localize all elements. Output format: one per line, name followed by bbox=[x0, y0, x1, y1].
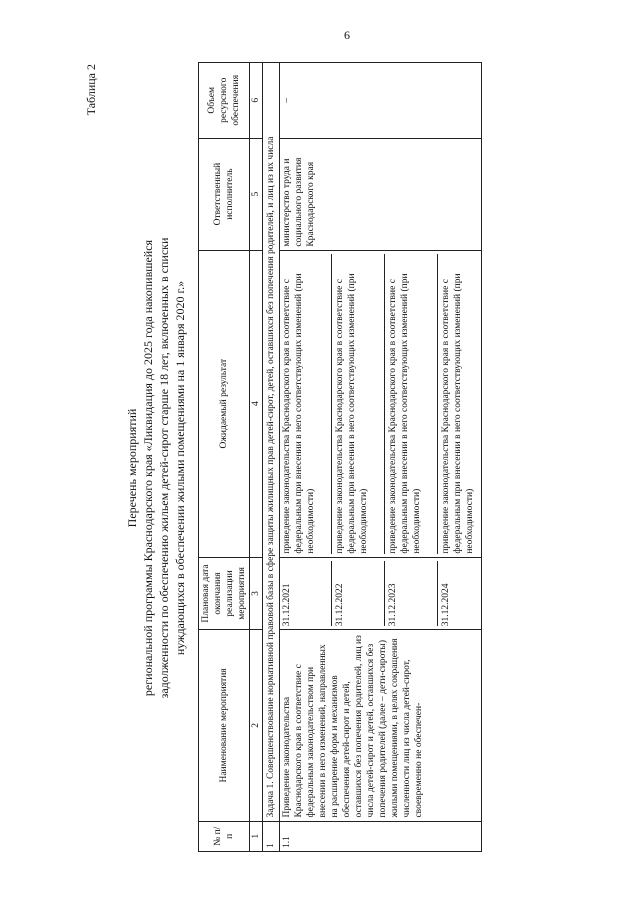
results-cell bbox=[280, 250, 482, 557]
header-executor: Ответственный исполнитель bbox=[199, 138, 250, 250]
column-number: 3 bbox=[250, 557, 263, 630]
page-number: 6 bbox=[344, 28, 350, 42]
expected-result: приведение законодательства Краснодарского края в соответствие с федеральным при внесении в него соответствующих изменений (при необходимости) bbox=[334, 254, 385, 554]
measure-name: Приведение законодательства Краснодарского края в соответствие с федеральным законодательством при внесении в него изменений, направленных на расширение форм и механизмов обеспечения детей-сирот и детей, оставшихся без попечения родителей, лиц из числа детей-сирот и детей, оставшихся без попечения родителей (далее – дети-сироты) жилыми помещениями, в целях сокращения численности лиц из числа детей-сирот, своевременно не обеспечен- bbox=[280, 630, 482, 821]
column-number: 2 bbox=[250, 630, 263, 821]
expected-result: приведение законодательства Краснодарского края в соответствие с федеральным при внесении в него соответствующих изменений (при необходимости) bbox=[281, 254, 332, 554]
planned-date: 31.12.2024 bbox=[441, 583, 451, 627]
rotated-page bbox=[48, 48, 608, 868]
column-number: 1 bbox=[250, 821, 263, 851]
column-number: 5 bbox=[250, 138, 263, 250]
expected-result: приведение законодательства Краснодарского края в соответствие с федеральным при внесении в него соответствующих изменений (при необходимости) bbox=[387, 254, 438, 554]
header-result: Ожидаемый результат bbox=[199, 250, 250, 557]
column-number: 4 bbox=[250, 250, 263, 557]
measures-table bbox=[198, 62, 482, 852]
planned-date: 31.12.2023 bbox=[387, 561, 438, 627]
dates-cell bbox=[280, 557, 482, 630]
header-number: № п/п bbox=[199, 821, 250, 851]
resource-amount: – bbox=[280, 63, 482, 139]
planned-date: 31.12.2022 bbox=[334, 561, 385, 627]
header-date: Плановая дата окончания реализации мероприятия bbox=[199, 557, 250, 630]
title-line: нуждающихся в обеспечении жилыми помещениями на 1 января 2020 г.» bbox=[173, 280, 187, 656]
expected-result: приведение законодательства Краснодарского края в соответствие с федеральным при внесении в него соответствующих изменений (при необходимости) bbox=[441, 273, 475, 554]
header-name: Наименование мероприятия bbox=[199, 630, 250, 821]
document-title bbox=[124, 188, 188, 748]
row-number: 1.1 bbox=[280, 821, 482, 851]
planned-date: 31.12.2021 bbox=[281, 561, 332, 627]
executor: министерство труда и социального развития Краснодарского края bbox=[280, 138, 482, 250]
task-row bbox=[263, 63, 280, 852]
measure-row bbox=[280, 63, 482, 852]
header-resource: Объем ресурсного обеспечения bbox=[199, 63, 250, 139]
header-row bbox=[199, 63, 250, 852]
title-line: региональной программы Краснодарского края «Ликвидация до 2025 года накопившейся bbox=[141, 239, 155, 697]
task-number: 1 bbox=[263, 821, 280, 851]
task-text: Задача 1. Совершенствование нормативной правовой базы в сфере защиты жилищных прав детей-сирот, детей, оставшихся без попечения родителей, и лиц из их числа bbox=[263, 63, 280, 822]
title-line: Перечень мероприятий bbox=[125, 408, 139, 528]
column-number: 6 bbox=[250, 63, 263, 139]
title-line: задолженности по обеспечению жильем детей-сирот старше 18 лет, включенных в списки bbox=[157, 237, 171, 699]
table-label: Таблица 2 bbox=[84, 64, 98, 116]
column-number-row bbox=[250, 63, 263, 852]
